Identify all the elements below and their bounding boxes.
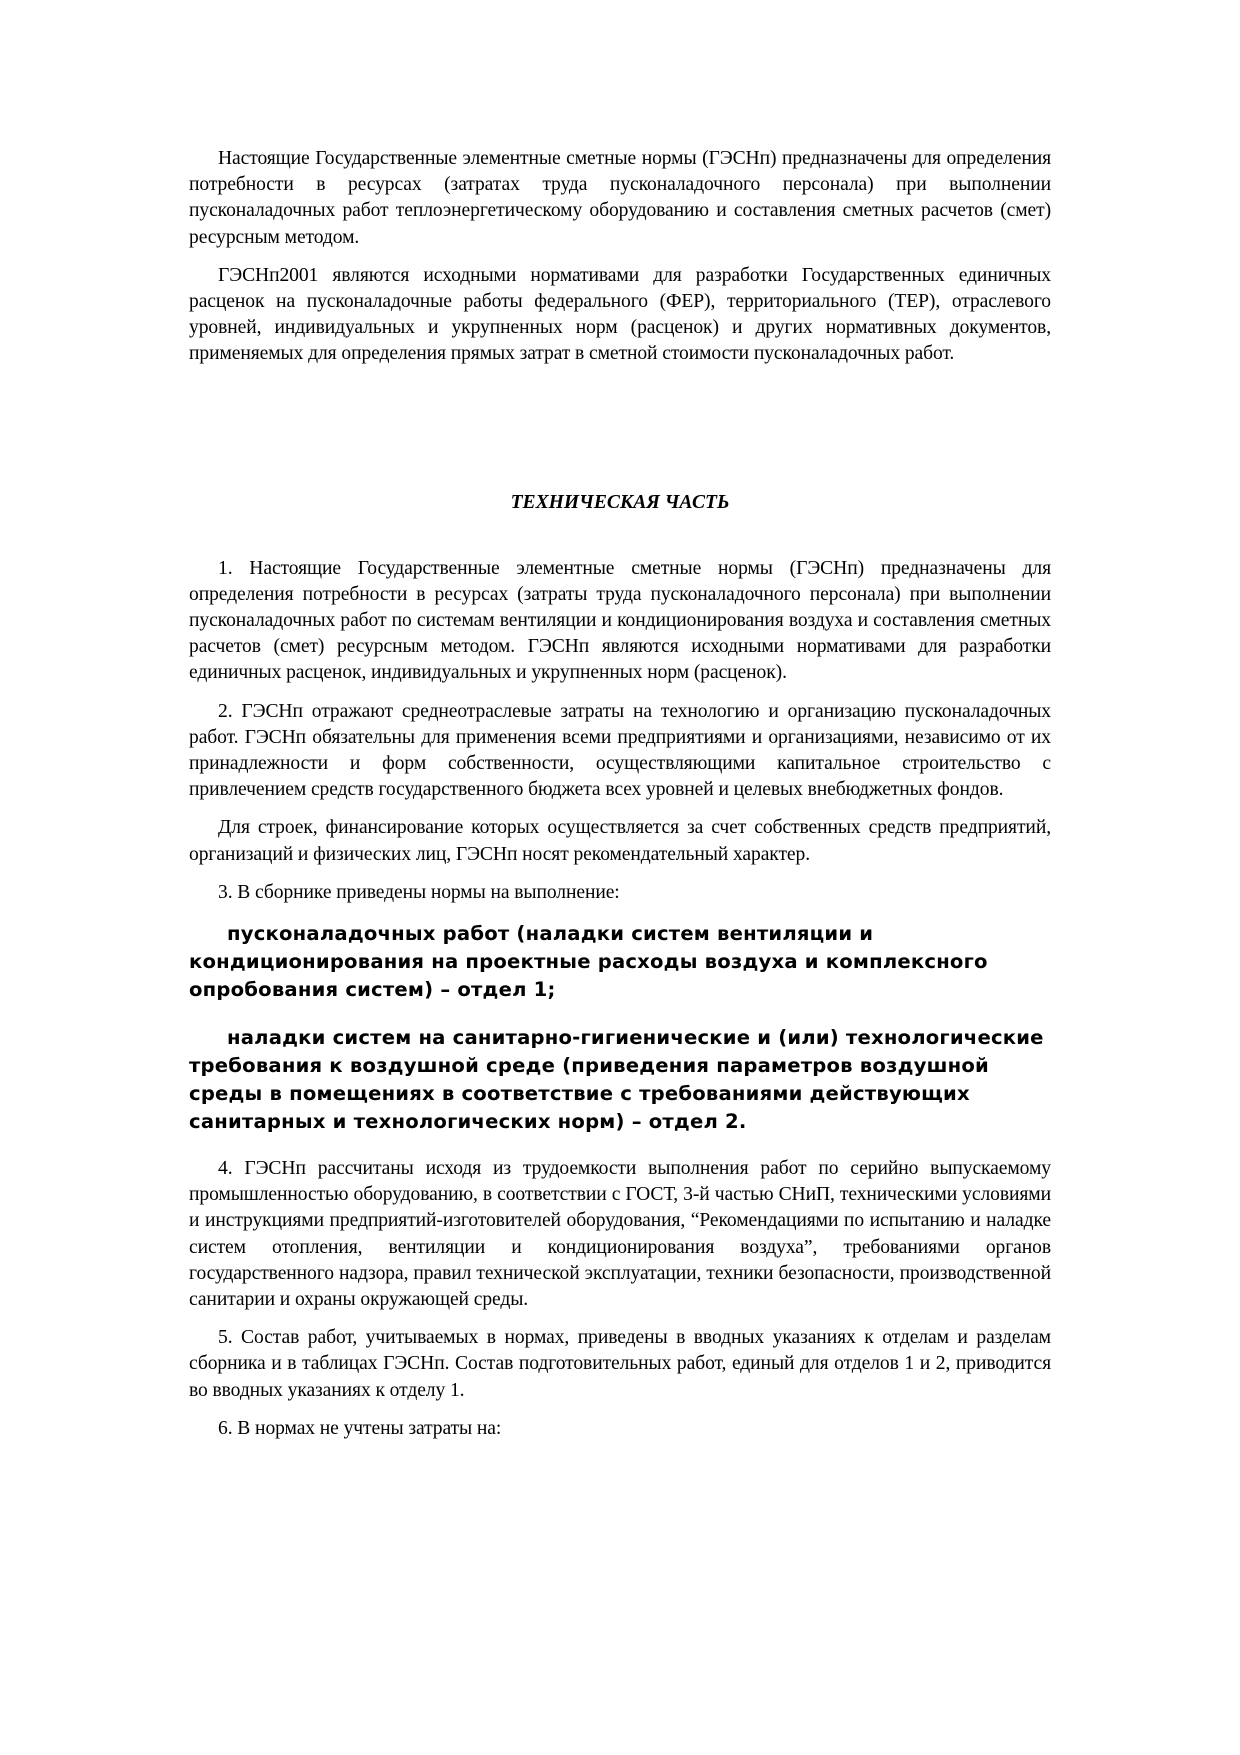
- list-item-section-2: наладки систем на санитарно-гигиенические и (или) технологические требования к воздушной среде (приведения параметров воздушной среды в помещениях в соответствие с требованиями действующих санитарных и технологических норм) – отдел 2.: [189, 1026, 1044, 1134]
- paragraph-3: 3. В сборнике приведены нормы на выполнение:: [218, 881, 620, 903]
- paragraph-6: 6. В нормах не учтены затраты на:: [218, 1417, 502, 1439]
- paragraph-2-note: Для строек, финансирование которых осуществляется за счет собственных средств предприятий, организаций и физических лиц, ГЭСНп носят рекомендательный характер.: [189, 817, 1051, 865]
- intro-paragraph-1: Настоящие Государственные элементные сметные нормы (ГЭСНп) предназначены для определения потребности в ресурсах (затратах труда пусконаладочного персонала) при выполнении пусконаладочных работ теплоэнергетическому оборудованию и составления сметных расчетов (смет) ресурсным методом.: [189, 148, 1051, 248]
- intro-paragraph-2: ГЭСНп2001 являются исходными нормативами для разработки Государственных единичных расценок на пусконаладочные работы федерального (ФЕР), территориального (ТЕР), отраслевого уровней, индивидуальных и укрупненных норм (расценок) и других нормативных документов, применяемых для определения прямых затрат в сметной стоимости пусконаладочных работ.: [189, 264, 1051, 365]
- spacer: [189, 516, 1051, 556]
- section-title: ТЕХНИЧЕСКАЯ ЧАСТЬ: [510, 491, 730, 513]
- paragraph-4: 4. ГЭСНп рассчитаны исходя из трудоемкости выполнения работ по серийно выпускаемому промышленностью оборудованию, в соответствии с ГОСТ, 3-й частью СНиП, техническими условиями и инструкциями предприятий-изготовителей оборудования, “Рекомендациями по испытанию и наладке систем отопления, вентиляции и кондиционирования воздуха”, требованиями органов государственного надзора, правил технической эксплуатации, техники безопасности, производственной санитарии и охраны окружающей среды.: [189, 1158, 1051, 1311]
- paragraph-1: 1. Настоящие Государственные элементные сметные нормы (ГЭСНп) предназначены для определения потребности в ресурсах (затраты труда пусконаладочного персонала) при выполнении пусконаладочных работ по системам вентиляции и кондиционирования воздуха и составления сметных расчетов (смет) ресурсным методом. ГЭСНп являются исходными нормативами для разработки единичных расценок, индивидуальных и укрупненных норм (расценок).: [189, 557, 1051, 684]
- list-item-section-1: пусконаладочных работ (наладки систем вентиляции и кондиционирования на проектные расходы воздуха и комплексного опробования систем) – отдел 1;: [189, 922, 988, 1002]
- paragraph-5: 5. Состав работ, учитываемых в нормах, приведены в вводных указаниях к отделам и разделам сборника и в таблицах ГЭСНп. Состав подготовительных работ, единый для отделов 1 и 2, приводится во вводных указаниях к отделу 1.: [189, 1327, 1051, 1401]
- paragraph-2: 2. ГЭСНп отражают среднеотраслевые затраты на технологию и организацию пусконаладочных работ. ГЭСНп обязательны для применения всеми предприятиями и организациями, независимо от их принадлежности и форм собственности, осуществляющими капитальное строительство с привлечением средств государственного бюджета всех уровней и целевых внебюджетных фондов.: [189, 700, 1051, 801]
- spacer: [189, 380, 1051, 490]
- page-content: [189, 146, 1051, 1454]
